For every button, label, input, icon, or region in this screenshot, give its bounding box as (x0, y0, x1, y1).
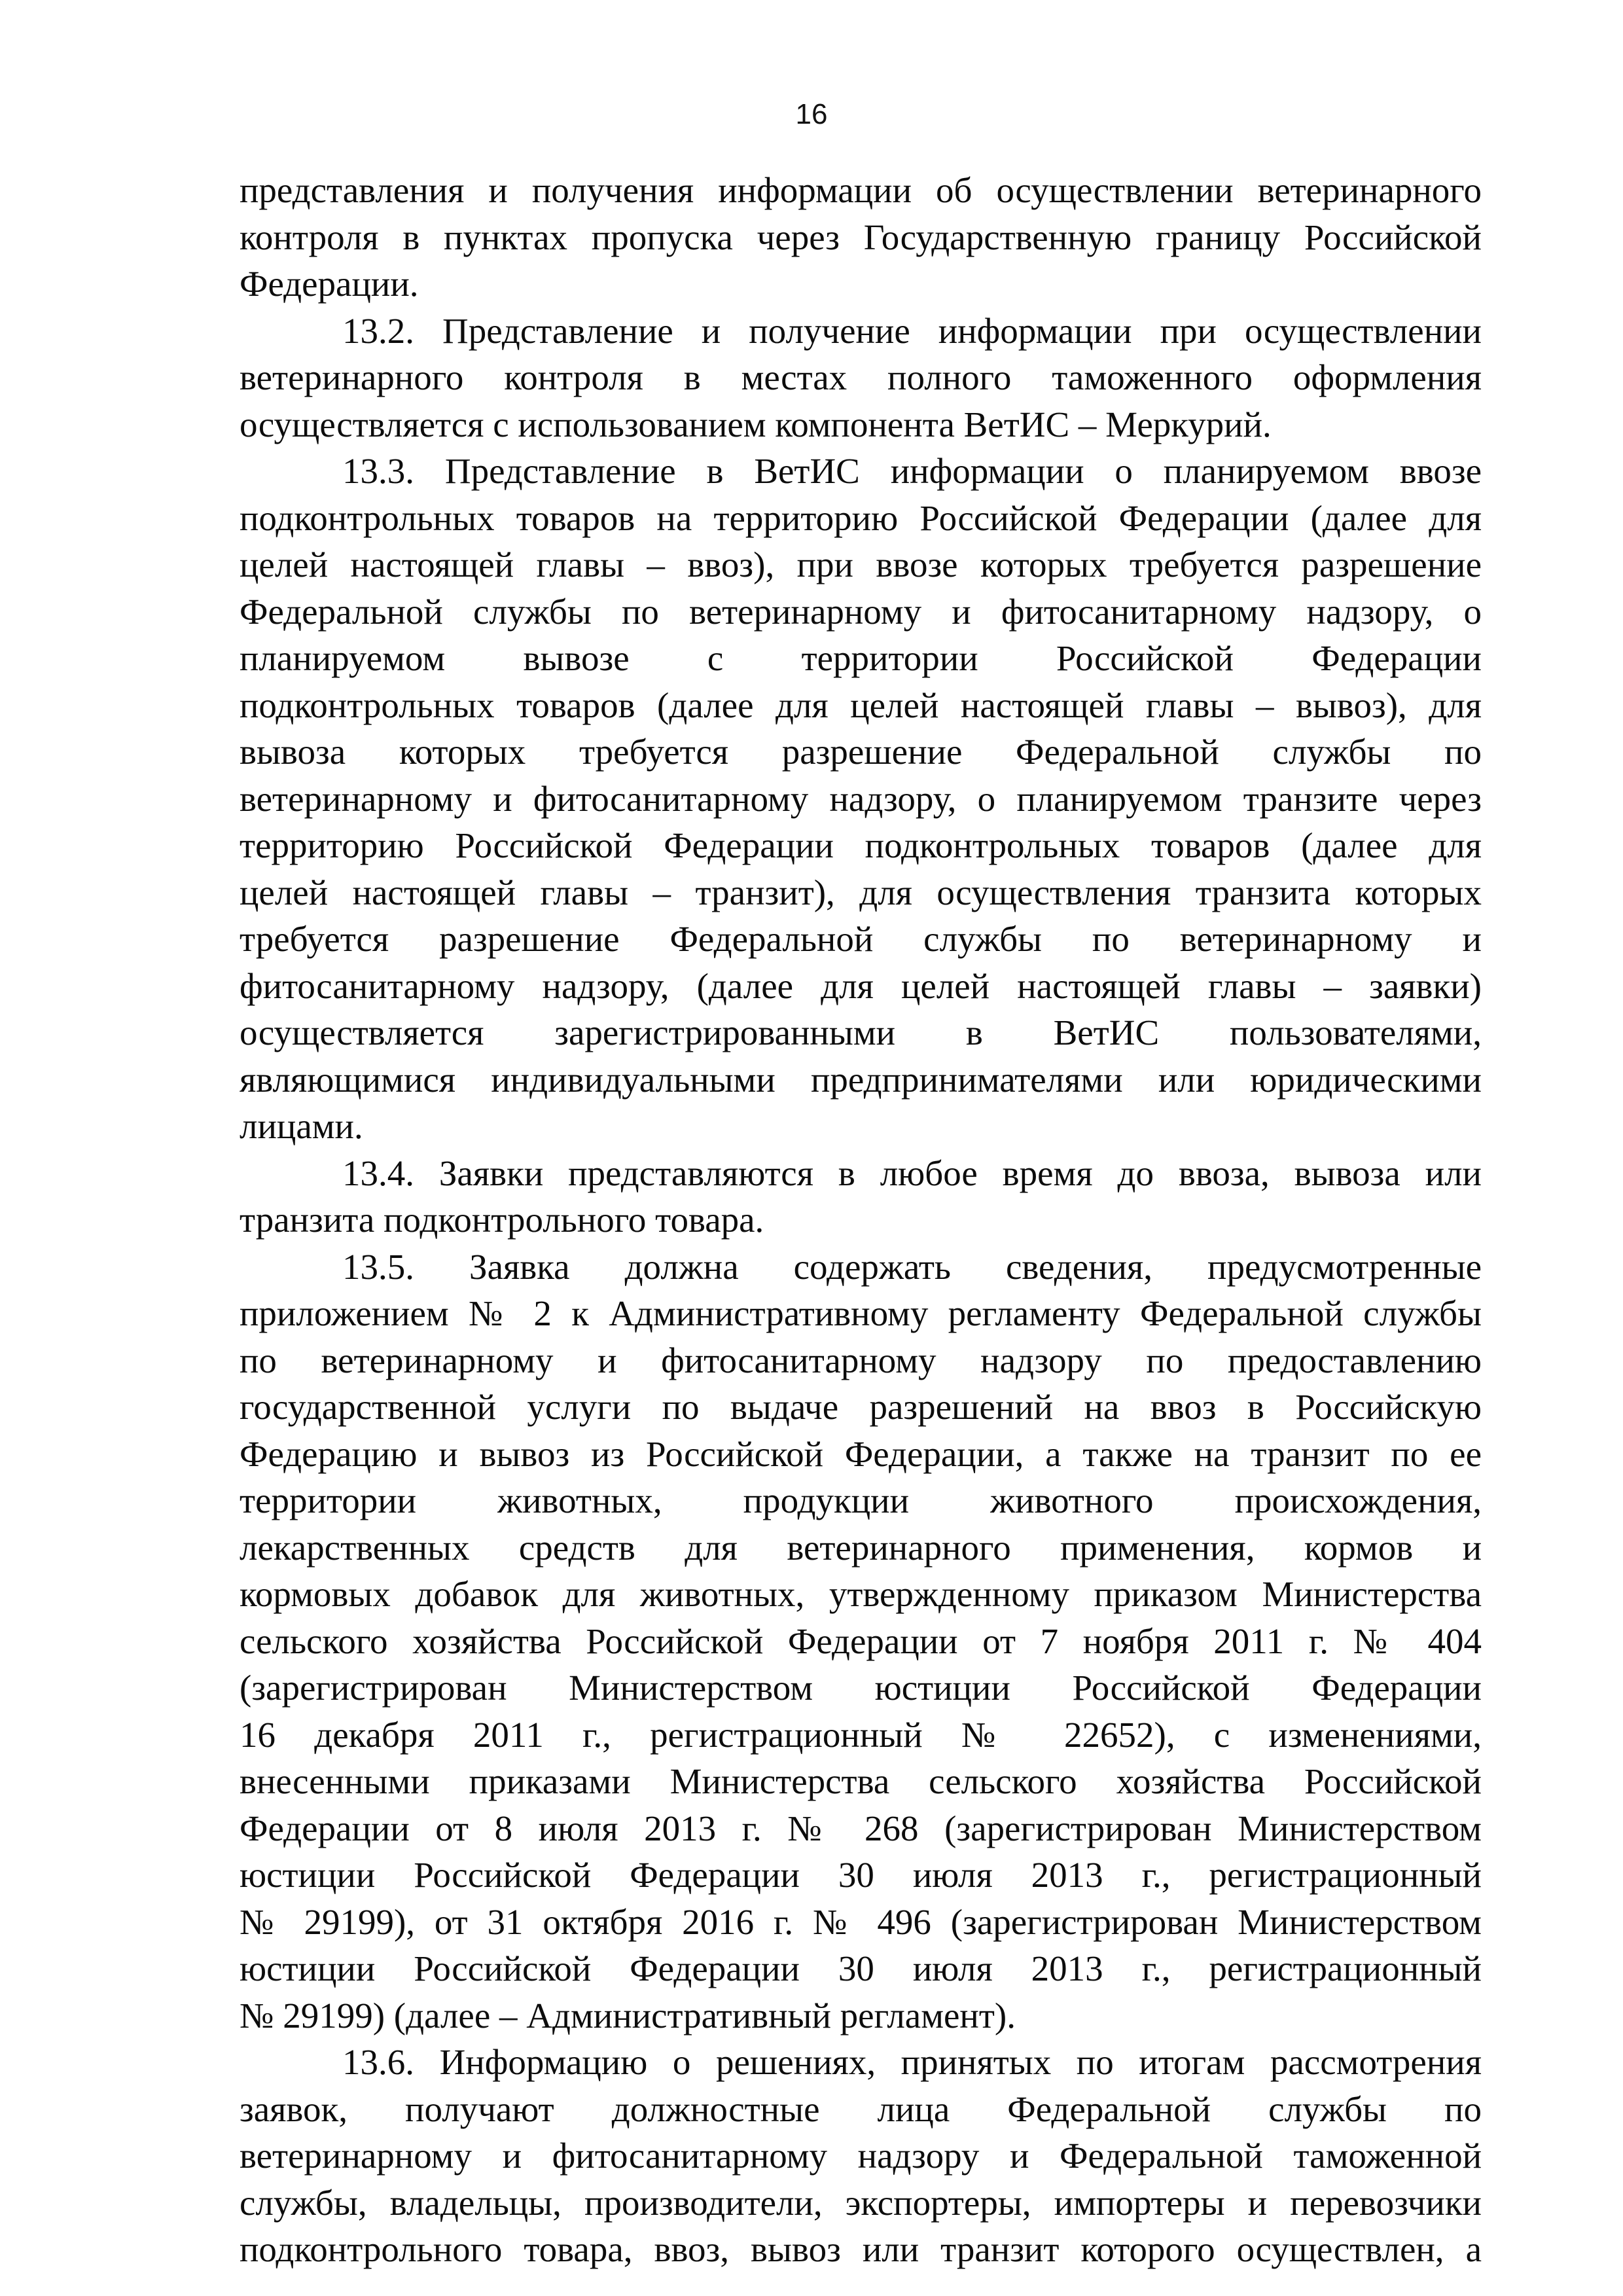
text-line: 13.5. Заявка должна содержать сведения, предусмотренные (342, 1246, 1482, 1287)
text-line: вывоза которых требуется разрешение Федеральной службы по (240, 732, 1482, 772)
text-line: Федерацию и вывоз из Российской Федерации, а также на транзит по ее (240, 1433, 1482, 1474)
document-body (240, 167, 1482, 2273)
text-line: приложением № 2 к Административному регламенту Федеральной службы (240, 1293, 1482, 1333)
text-line: лицами. (240, 1106, 363, 1146)
text-line: заявок, получают должностные лица Федеральной службы по (240, 2089, 1482, 2129)
text-line: Федерации. (240, 264, 419, 304)
text-line: подконтрольных товаров на территорию Российской Федерации (далее для (240, 497, 1482, 538)
text-line: юстиции Российской Федерации 30 июля 2013 г., регистрационный (240, 1948, 1482, 1988)
text-line: № 29199), от 31 октября 2016 г. № 496 (зарегистрирован Министерством (240, 1901, 1482, 1942)
text-line: требуется разрешение Федеральной службы по ветеринарному и (240, 919, 1482, 959)
paragraph (240, 167, 1482, 308)
text-line: подконтрольного товара, ввоз, вывоз или транзит которого осуществлен, а (240, 2229, 1482, 2269)
text-line: осуществляется с использованием компонента ВетИС – Меркурий. (240, 404, 1272, 444)
text-line: внесенными приказами Министерства сельского хозяйства Российской (240, 1761, 1482, 1801)
text-line: лекарственных средств для ветеринарного применения, кормов и (240, 1527, 1482, 1568)
text-line: подконтрольных товаров (далее для целей настоящей главы – вывоз), для (240, 685, 1482, 725)
text-line: службы, владельцы, производители, экспортеры, импортеры и перевозчики (240, 2182, 1482, 2223)
text-line: юстиции Российской Федерации 30 июля 2013 г., регистрационный (240, 1855, 1482, 1895)
paragraph (240, 2039, 1482, 2273)
text-line: сельского хозяйства Российской Федерации от 7 ноября 2011 г. № 404 (240, 1621, 1482, 1661)
text-line: 13.2. Представление и получение информации при осуществлении (342, 310, 1482, 351)
text-line: № 29199) (далее – Административный регламент). (240, 1995, 1016, 2036)
paragraph (240, 448, 1482, 1150)
text-line: целей настоящей главы – ввоз), при ввозе которых требуется разрешение (240, 545, 1482, 584)
text-line: государственной услуги по выдаче разрешений на ввоз в Российскую (240, 1387, 1482, 1427)
text-line: 13.6. Информацию о решениях, принятых по итогам рассмотрения (342, 2042, 1482, 2082)
text-line: фитосанитарному надзору, (далее для целей настоящей главы – заявки) (240, 965, 1482, 1006)
text-line: Федерации от 8 июля 2013 г. № 268 (зарегистрирован Министерством (240, 1808, 1482, 1848)
text-line: ветеринарному и фитосанитарному надзору и Федеральной таможенной (240, 2136, 1482, 2176)
text-line: (зарегистрирован Министерством юстиции Российской Федерации (240, 1668, 1482, 1708)
text-line: контроля в пунктах пропуска через Государственную границу Российской (240, 217, 1482, 257)
text-line: ветеринарного контроля в местах полного таможенного оформления (240, 357, 1482, 397)
text-line: представления и получения информации об осуществлении ветеринарного (240, 170, 1482, 210)
text-line: территорию Российской Федерации подконтрольных товаров (далее для (240, 825, 1482, 865)
paragraph (240, 1150, 1482, 1244)
text-line: транзита подконтрольного товара. (240, 1200, 764, 1240)
text-line: кормовых добавок для животных, утвержденному приказом Министерства (240, 1574, 1482, 1614)
text-line: целей настоящей главы – транзит), для осуществления транзита которых (240, 872, 1482, 912)
text-line: планируемом вывозе с территории Российской Федерации (240, 638, 1482, 678)
text-line: 13.4. Заявки представляются в любое время до ввоза, вывоза или (342, 1153, 1482, 1193)
text-line: территории животных, продукции животного происхождения, (240, 1480, 1482, 1520)
text-line: являющимися индивидуальными предпринимателями или юридическими (240, 1059, 1482, 1100)
page-number: 16 (795, 98, 828, 130)
text-line: 13.3. Представление в ВетИС информации о планируемом ввозе (342, 451, 1482, 491)
text-line: Федеральной службы по ветеринарному и фитосанитарному надзору, о (240, 591, 1482, 632)
paragraph (240, 308, 1482, 448)
text-line: 16 декабря 2011 г., регистрационный № 22652), с изменениями, (240, 1714, 1482, 1755)
text-line: по ветеринарному и фитосанитарному надзору по предоставлению (240, 1340, 1482, 1380)
text-line: осуществляется зарегистрированными в ВетИС пользователями, (240, 1013, 1482, 1052)
text-line: ветеринарному и фитосанитарному надзору, о планируемом транзите через (240, 778, 1482, 819)
paragraph (240, 1244, 1482, 2039)
